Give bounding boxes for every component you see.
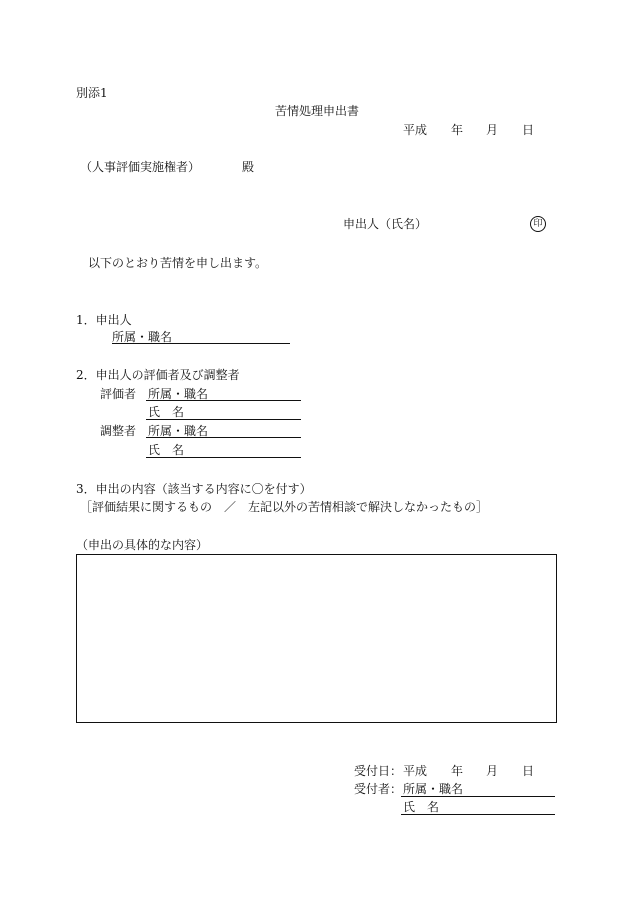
section1-affiliation-field[interactable] [112, 343, 290, 344]
evaluator-name-field[interactable] [146, 419, 301, 420]
date-day: 日 [522, 123, 535, 137]
section1-heading: 1．申出人 [76, 313, 132, 327]
intro-text: 以下のとおり苦情を申し出ます。 [88, 256, 268, 270]
evaluator-affiliation-field[interactable] [146, 400, 301, 401]
evaluator-name-label: 氏 名 [148, 405, 185, 419]
applicant-name-label: 申出人（氏名） [343, 217, 428, 231]
addressee-label: （人事評価実施権者） [80, 160, 201, 174]
section3-heading: 3．申出の内容（該当する内容に〇を付す） [76, 482, 312, 496]
addressee-honorific: 殿 [242, 160, 255, 174]
date-era: 平成 [403, 123, 428, 137]
section1-affiliation-label: 所属・職名 [112, 330, 173, 344]
evaluator-affiliation-label: 所属・職名 [148, 387, 209, 401]
adjuster-affiliation-field[interactable] [146, 437, 301, 438]
receiver-name-field[interactable] [401, 814, 555, 815]
date-month: 月 [486, 123, 499, 137]
evaluator-label: 評価者 [100, 387, 137, 401]
attachment-label: 別添1 [76, 86, 108, 100]
document-title: 苦情処理申出書 [275, 104, 360, 118]
receiver-affiliation-label: 所属・職名 [403, 782, 464, 796]
receiver-name-label: 氏 名 [403, 800, 440, 814]
section3-options[interactable]: ［評価結果に関するもの ／ 左記以外の苦情相談で解決しなかったもの］ [80, 500, 489, 514]
seal-mark-icon: 印 [530, 216, 546, 232]
receiver-label: 受付者： [354, 782, 403, 796]
date-year: 年 [451, 123, 464, 137]
receipt-date-year: 年 [451, 764, 464, 778]
receiver-affiliation-field[interactable] [401, 796, 555, 797]
adjuster-name-label: 氏 名 [148, 443, 185, 457]
receipt-date-day: 日 [522, 764, 535, 778]
details-label: （申出の具体的な内容） [76, 538, 209, 552]
receipt-date-era: 平成 [403, 764, 428, 778]
receipt-date-label: 受付日： [354, 764, 403, 778]
adjuster-affiliation-label: 所属・職名 [148, 424, 209, 438]
receipt-date-month: 月 [486, 764, 499, 778]
adjuster-label: 調整者 [100, 424, 137, 438]
section2-heading: 2．申出人の評価者及び調整者 [76, 368, 240, 382]
adjuster-name-field[interactable] [146, 457, 301, 458]
details-textarea[interactable] [76, 554, 557, 723]
